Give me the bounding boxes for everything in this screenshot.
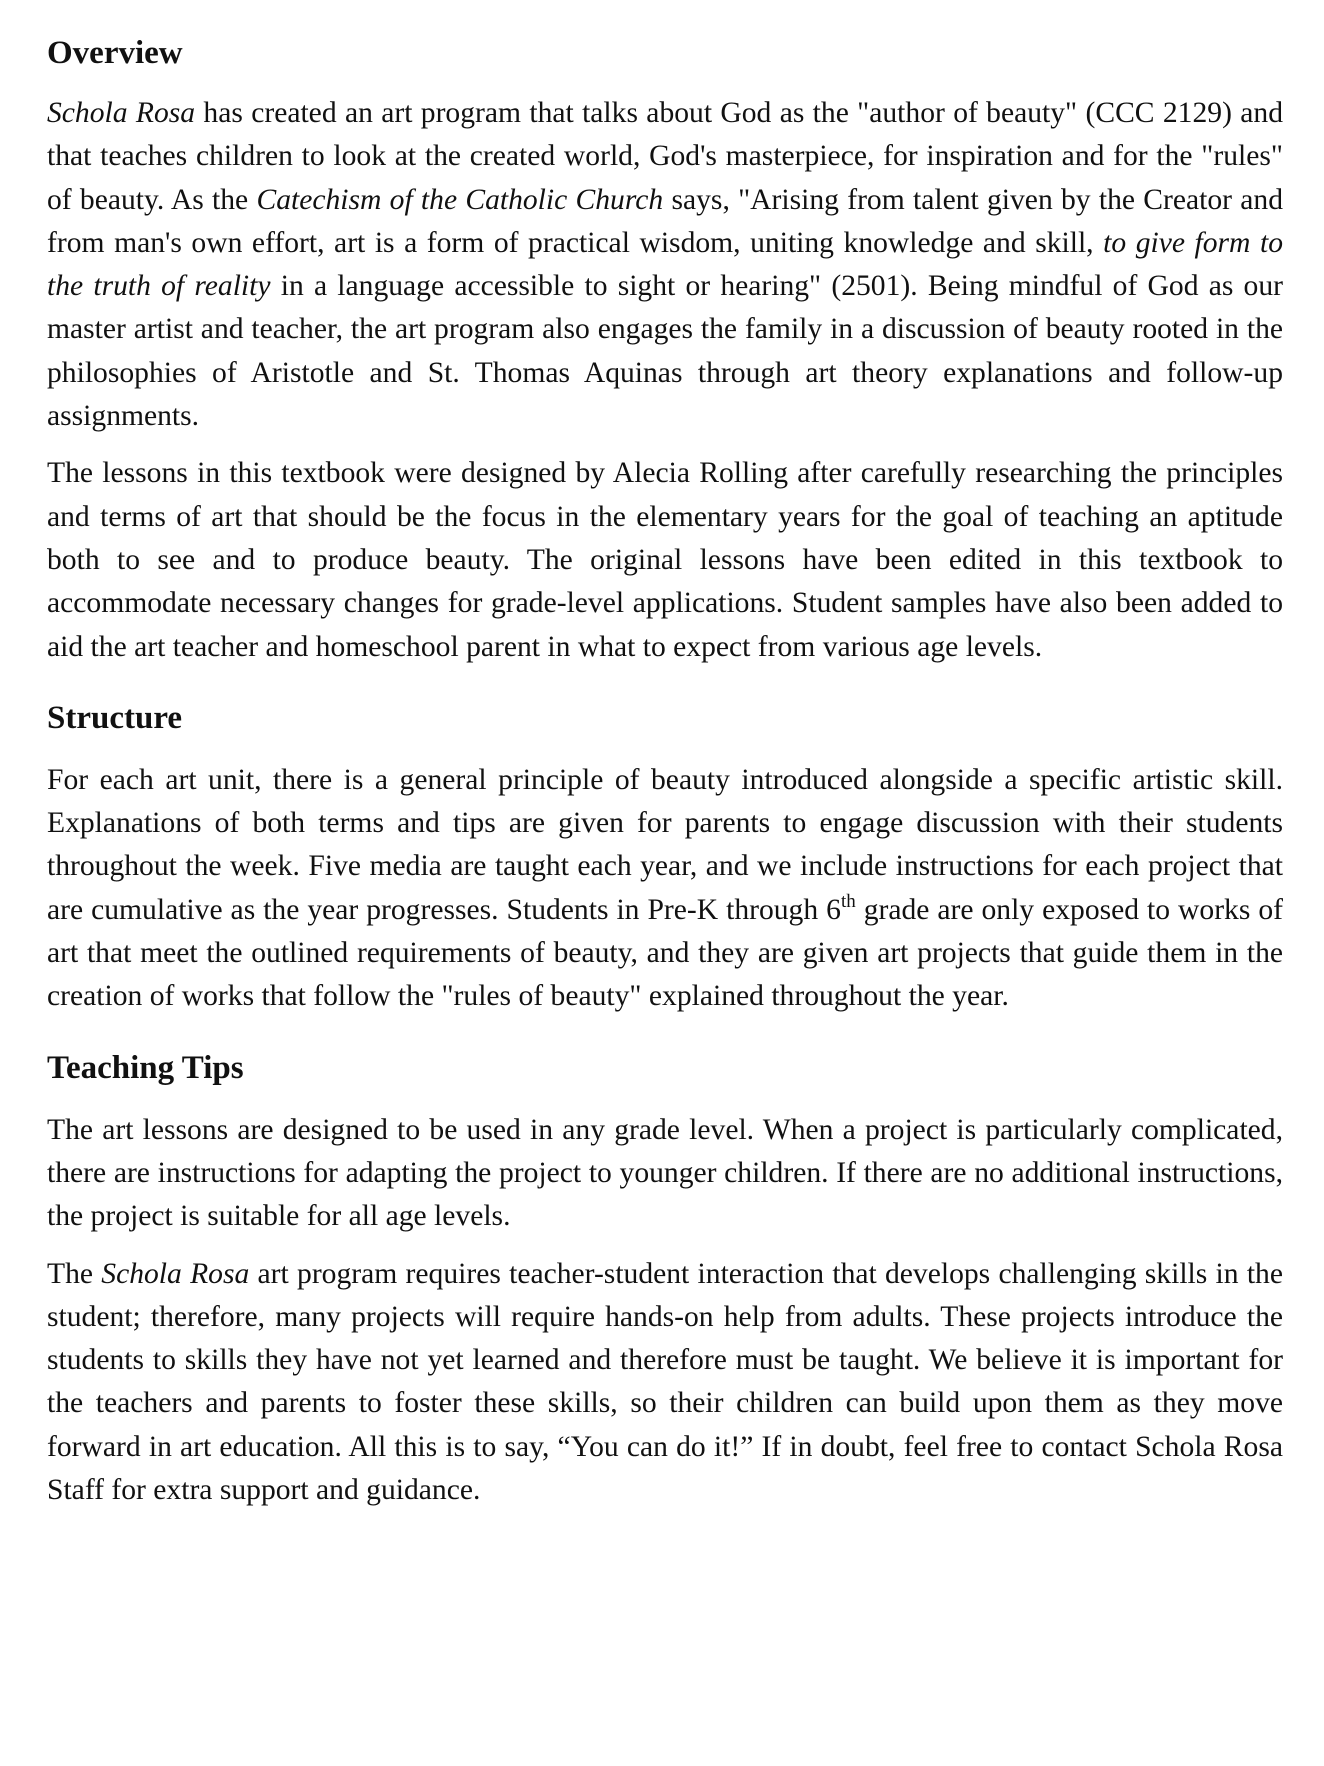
structure-p1-text-2: grade are only exposed to works of art that meet the outlined requirements of beauty, and they are given art projects that guide them in the creation of works that follow the "rules of beauty" explained throughout the year. <box>47 893 1284 1013</box>
brand-name: Schola Rosa <box>47 97 196 129</box>
catechism-title: Catechism of the Catholic Church <box>256 183 664 216</box>
overview-p1-text-1: has created an art program that talks about God as the "author of beauty" (CCC 2129) and that teaches children to look at the created world, God's masterpiece, for inspiration and for the "rules" of beauty. As the <box>47 97 1283 216</box>
structure-p1-text-1: For each art unit, there is a general principle of beauty introduced alongside a specific artistic skill. Explanations of both terms and tips are given for parents to engage discussion with their students throughout the week. Five media are taught each year, and we include instructions for each project that are cumulative as the year progresses. Students in Pre-K through 6 <box>47 763 1283 926</box>
tips-p2-text-1: The <box>47 1257 102 1290</box>
heading-structure: Structure <box>47 699 183 736</box>
brand-name: Schola Rosa <box>101 1257 250 1290</box>
overview-p1-text-2: says, "Arising from talent given by the Creator and from man's own effort, art is a form of practical wisdom, uniting knowledge and skill, <box>47 183 1283 259</box>
tips-paragraph-1: The art lessons are designed to be used in any grade level. When a project is particularly complicated, there are instructions for adapting the project to younger children. If there are no additional instructions, the project is suitable for all age levels. <box>47 1113 1283 1233</box>
overview-paragraph-2: The lessons in this textbook were designed by Alecia Rolling after carefully researching the principles and terms of art that should be the focus in the elementary years for the goal of teaching an aptitude both to see and to produce beauty. The original lessons have been edited in this textbook to accommodate necessary changes for grade-level applications. Student samples have also been added to aid the art teacher and homeschool parent in what to expect from various age levels. <box>47 457 1283 663</box>
ordinal-suffix: th <box>840 890 856 912</box>
overview-p1-text-3: in a language accessible to sight or hearing" (2501). Being mindful of God as our master artist and teacher, the art program also engages the family in a discussion of beauty rooted in the philosophies of Aristotle and St. Thomas Aquinas through art theory explanations and follow-up assignments. <box>47 270 1284 433</box>
overview-paragraph-1 <box>47 92 1283 438</box>
tips-paragraph-2 <box>47 1253 1283 1513</box>
heading-teaching-tips: Teaching Tips <box>47 1049 244 1086</box>
structure-paragraph-1 <box>47 759 1283 1019</box>
tips-p2-text-2: art program requires teacher-student interaction that develops challenging skills in the student; therefore, many projects will require hands-on help from adults. These projects introduce the students to skills they have not yet learned and therefore must be taught. We believe it is important for the teachers and parents to foster these skills, so their children can build upon them as they move forward in art education. All this is to say, “You can do it!” If in doubt, feel free to contact Schola Rosa Staff for extra support and guidance. <box>47 1257 1283 1507</box>
document-page <box>47 30 1283 1526</box>
italic-quote: to give form to the truth of reality <box>47 226 1283 303</box>
heading-overview: Overview <box>47 35 183 71</box>
